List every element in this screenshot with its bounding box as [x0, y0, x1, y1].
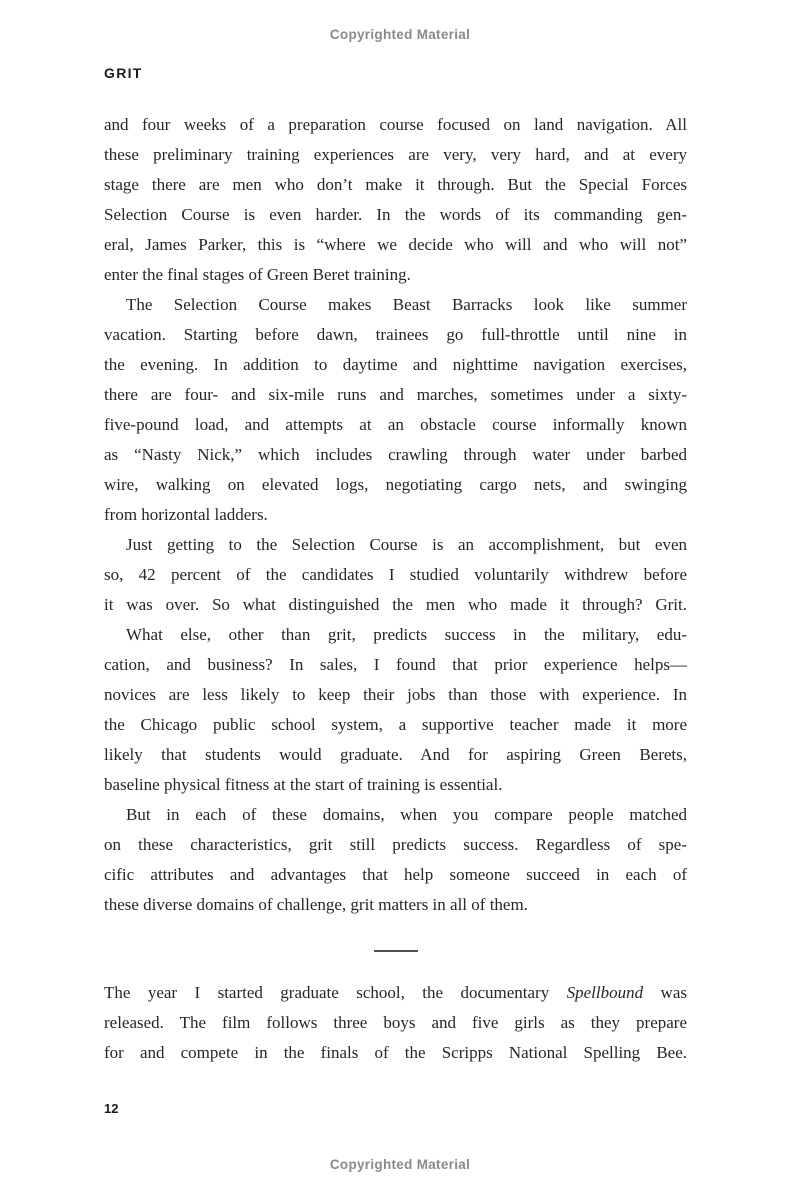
text-line: five-pound load, and attempts at an obstacle course informally known	[104, 415, 687, 434]
page-number: 12	[104, 1101, 119, 1116]
text-line: likely that students would graduate. And for aspiring Green Berets,	[104, 745, 687, 764]
copyright-notice-bottom: Copyrighted Material	[329, 1157, 471, 1172]
text-line: vacation. Starting before dawn, trainees go full-throttle until nine in	[104, 325, 687, 344]
paragraph	[104, 530, 687, 620]
text-line: these diverse domains of challenge, grit matters in all of them.	[104, 895, 528, 914]
paragraph	[104, 110, 687, 290]
text-line: on these characteristics, grit still predicts success. Regardless of spe-	[104, 835, 687, 854]
text-line: But in each of these domains, when you compare people matched	[126, 805, 687, 824]
section-break-divider	[374, 950, 418, 952]
text-line: for and compete in the finals of the Scripps National Spelling Bee.	[104, 1043, 687, 1062]
copyright-notice-top: Copyrighted Material	[329, 27, 471, 42]
text-line: these preliminary training experiences are very, very hard, and at every	[104, 145, 687, 164]
paragraph	[104, 800, 687, 920]
italic-text: Spellbound	[566, 983, 644, 1002]
text-line: so, 42 percent of the candidates I studied voluntarily withdrew before	[104, 565, 687, 584]
text-line: from horizontal ladders.	[104, 505, 268, 524]
text-line: it was over. So what distinguished the men who made it through? Grit.	[104, 595, 687, 614]
text-line: Just getting to the Selection Course is an accomplishment, but even	[126, 535, 687, 554]
running-head: GRIT	[104, 65, 143, 81]
paragraph	[104, 290, 687, 530]
text-line: novices are less likely to keep their jobs than those with experience. In	[104, 685, 687, 704]
paragraph	[104, 978, 687, 1068]
text-line: baseline physical fitness at the start of training is essential.	[104, 775, 503, 794]
text-line: released. The film follows three boys and five girls as they prepare	[104, 1013, 687, 1032]
text-line: Selection Course is even harder. In the words of its commanding gen-	[104, 205, 687, 224]
text-line: The Selection Course makes Beast Barracks look like summer	[126, 295, 687, 314]
text-line: wire, walking on elevated logs, negotiating cargo nets, and swinging	[104, 475, 687, 494]
text-line: eral, James Parker, this is “where we decide who will and who will not”	[104, 235, 687, 254]
text-line: the evening. In addition to daytime and nighttime navigation exercises,	[104, 355, 687, 374]
text-line: cific attributes and advantages that help someone succeed in each of	[104, 865, 687, 884]
paragraph	[104, 620, 687, 800]
text-line: there are four- and six-mile runs and marches, sometimes under a sixty-	[104, 385, 687, 404]
text-line: and four weeks of a preparation course focused on land navigation. All	[104, 115, 687, 134]
page-body-text	[104, 110, 687, 1068]
text-line: enter the final stages of Green Beret training.	[104, 265, 411, 284]
text-line: as “Nasty Nick,” which includes crawling through water under barbed	[104, 445, 687, 464]
text-line: the Chicago public school system, a supportive teacher made it more	[104, 715, 687, 734]
text-line: The year I started graduate school, the documentary Spellbound was	[104, 983, 687, 1002]
text-line: cation, and business? In sales, I found that prior experience helps—	[104, 655, 687, 674]
text-line: stage there are men who don’t make it through. But the Special Forces	[104, 175, 687, 194]
text-line: What else, other than grit, predicts success in the military, edu-	[126, 625, 687, 644]
